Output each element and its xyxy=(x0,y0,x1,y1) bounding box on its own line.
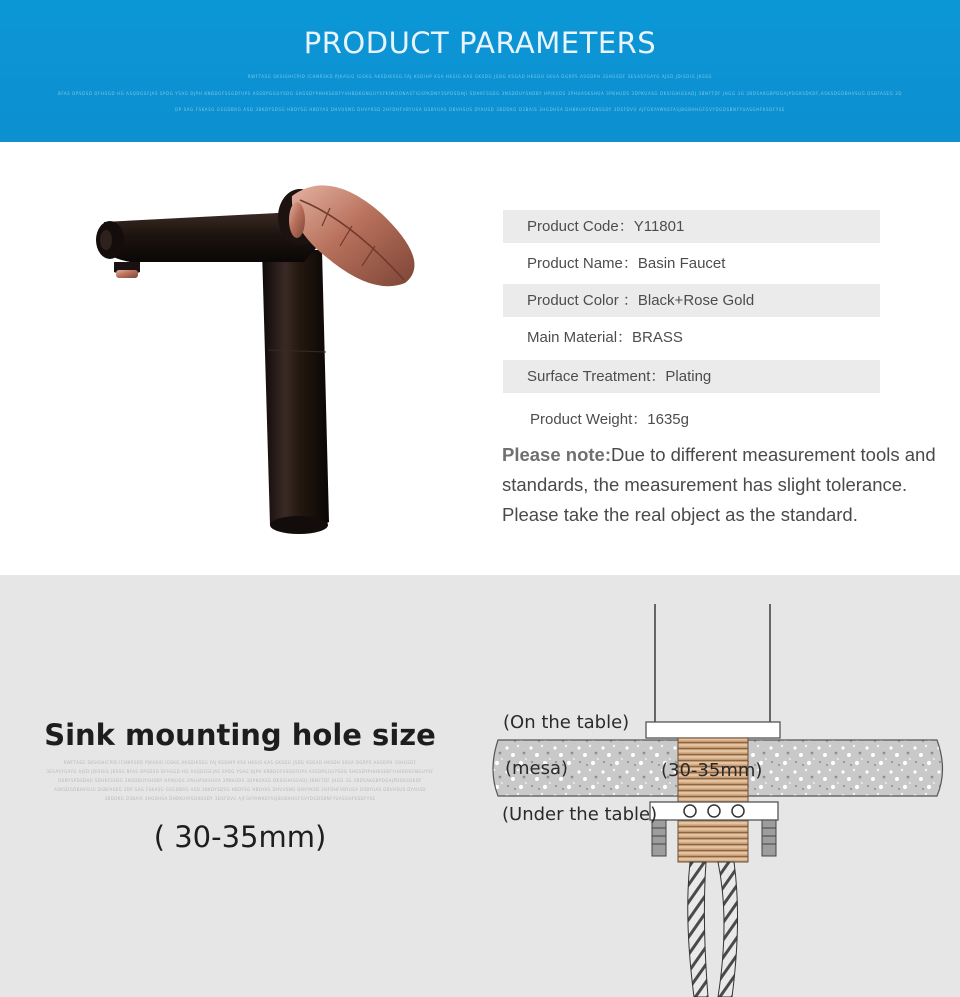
hole-fine-print: DKNYSPDSDHJI SDHKFSSDG 3NSDDUYSHDBY HPIKUDS 3PHUASKSHUA 3PBHUDS 3DPKUASG DKSIGHIGSADJ 3BNFTDF JHGG 3G 3BDSAKGBPDGAJPDGKSDKDF xyxy=(58,778,422,783)
banner-fine-print: DP SAG FSKASG GSGDBRG ASD 3BKDYSDSG HBDYSG HBDYAS DHVUSNG DHVYKSD 2HFDHFVBYUSA DSBYUAS DBVHSUS DYAUSD 3BDDKG D3BAIS 3HGDHSA DHBKUAYEDNSSDY 3DSFDVU AJFGKYAWKEFASJBGBHHGFGVYDGDSBNFYUASGHFKSDFYSE xyxy=(175,107,785,112)
note-text: Due to different measurement tools and standards, the measurement has slight tolerance. Please take the real object as the standard. xyxy=(502,444,936,525)
hole-fine-print: RWFTASG SKSIGHICPID ICHNRSKD PJKASIG IGSKG AKSDIKSSG FAJ KSDIHP KSA HKSIG KAS GKSDG JSDG KSGAD HKSDH SKUA DGRPS ASGDPH 3SHGSDF xyxy=(63,760,417,765)
note-label: Please note: xyxy=(502,444,611,465)
hole-fine-print: 3ESASYGAYG AJSD JDISDIG JKSSG BFAS DPSDSD DFHSGD HG ASQDGSFJAS SPDG YSAG DJPH KNBDGFSSGDFUPS ASSDPGGUYSDG SHGSDYPHHKSEBFYUHBDKGNGUYSF xyxy=(46,769,434,774)
on-table-label: (On the table) xyxy=(503,712,630,733)
param-product-code: Product Code：Y11801 xyxy=(503,210,880,243)
measure-label: (30-35mm) xyxy=(661,760,763,781)
mounting-hole-title: Sink mounting hole size xyxy=(44,718,436,752)
param-surface-treatment: Surface Treatment：Plating xyxy=(503,360,880,393)
faucet-product-image xyxy=(90,180,440,540)
mesa-label: (mesa) xyxy=(505,758,569,779)
param-product-weight: Product Weight：1635g xyxy=(530,411,689,428)
header-banner xyxy=(0,0,960,142)
param-main-material: Main Material：BRASS xyxy=(527,329,683,346)
banner-fine-print: RWFTASG SKSIGHICPID ICHNRSKD PJKASIG IGSKG AKSDIKSSG FAJ KSDIHP KSA HKSIG KAS GKSDG JSDG KSGAD HKSDH SKUA DGRPS ASGDPH 3SHGSDF 3ESASYGAYG AJSD JDISDIG JKSSG xyxy=(247,74,713,79)
please-note xyxy=(502,440,957,530)
mounting-diagram xyxy=(480,575,960,997)
hole-fine-print: 3BDDKG D3BAIS 3HGDHSA DHBKUAYEDNSSDY 3DSFDVU AJFGKYAWKEFASJBGBHHGFGVYDGDSBNFYUASGHFKSDFYSE xyxy=(104,796,376,801)
mounting-hole-size: ( 30-35mm) xyxy=(153,820,327,854)
hole-fine-print: ASKSDGDBHVSUG DSBFASEG 3DP SAG FSKASG GSGDBRG ASD 3BKDYSDSG HBDYSG HBDYAS DHVUSNG DHVYKSD 2HFDHFVBYUSA DSBYUAS DBVHSUS DYAUSD xyxy=(54,787,426,792)
param-product-name: Product Name：Basin Faucet xyxy=(527,255,726,272)
param-product-color: Product Color ：Black+Rose Gold xyxy=(503,284,880,317)
banner-fine-print: BFAS DPSDSD DFHSGD HG ASQDGSFJAS SPDG YSAG DJPH KNBDGFSSGDFUPS ASSDPGGUYSDG SHGSDYPHHKSEBFYUHBDKGNGUYSFKIWDONASTIGSPKDNY3SPDSDHJI SDHKFSSDG 3NSDDUYSHDBY HPIKUDS 3PHUASKSHUA 3PBHUDS 3DPKUASG DKSIGHIGSADJ 3BNFTDF JHGG 3G 3BDSAKGBPDGAJPDGKSDKDF,ASKSDGDBHVSUG DSBFASEG 3D xyxy=(58,91,902,96)
under-table-label: (Under the table) xyxy=(502,804,658,825)
banner-title: PRODUCT PARAMETERS xyxy=(303,26,657,60)
